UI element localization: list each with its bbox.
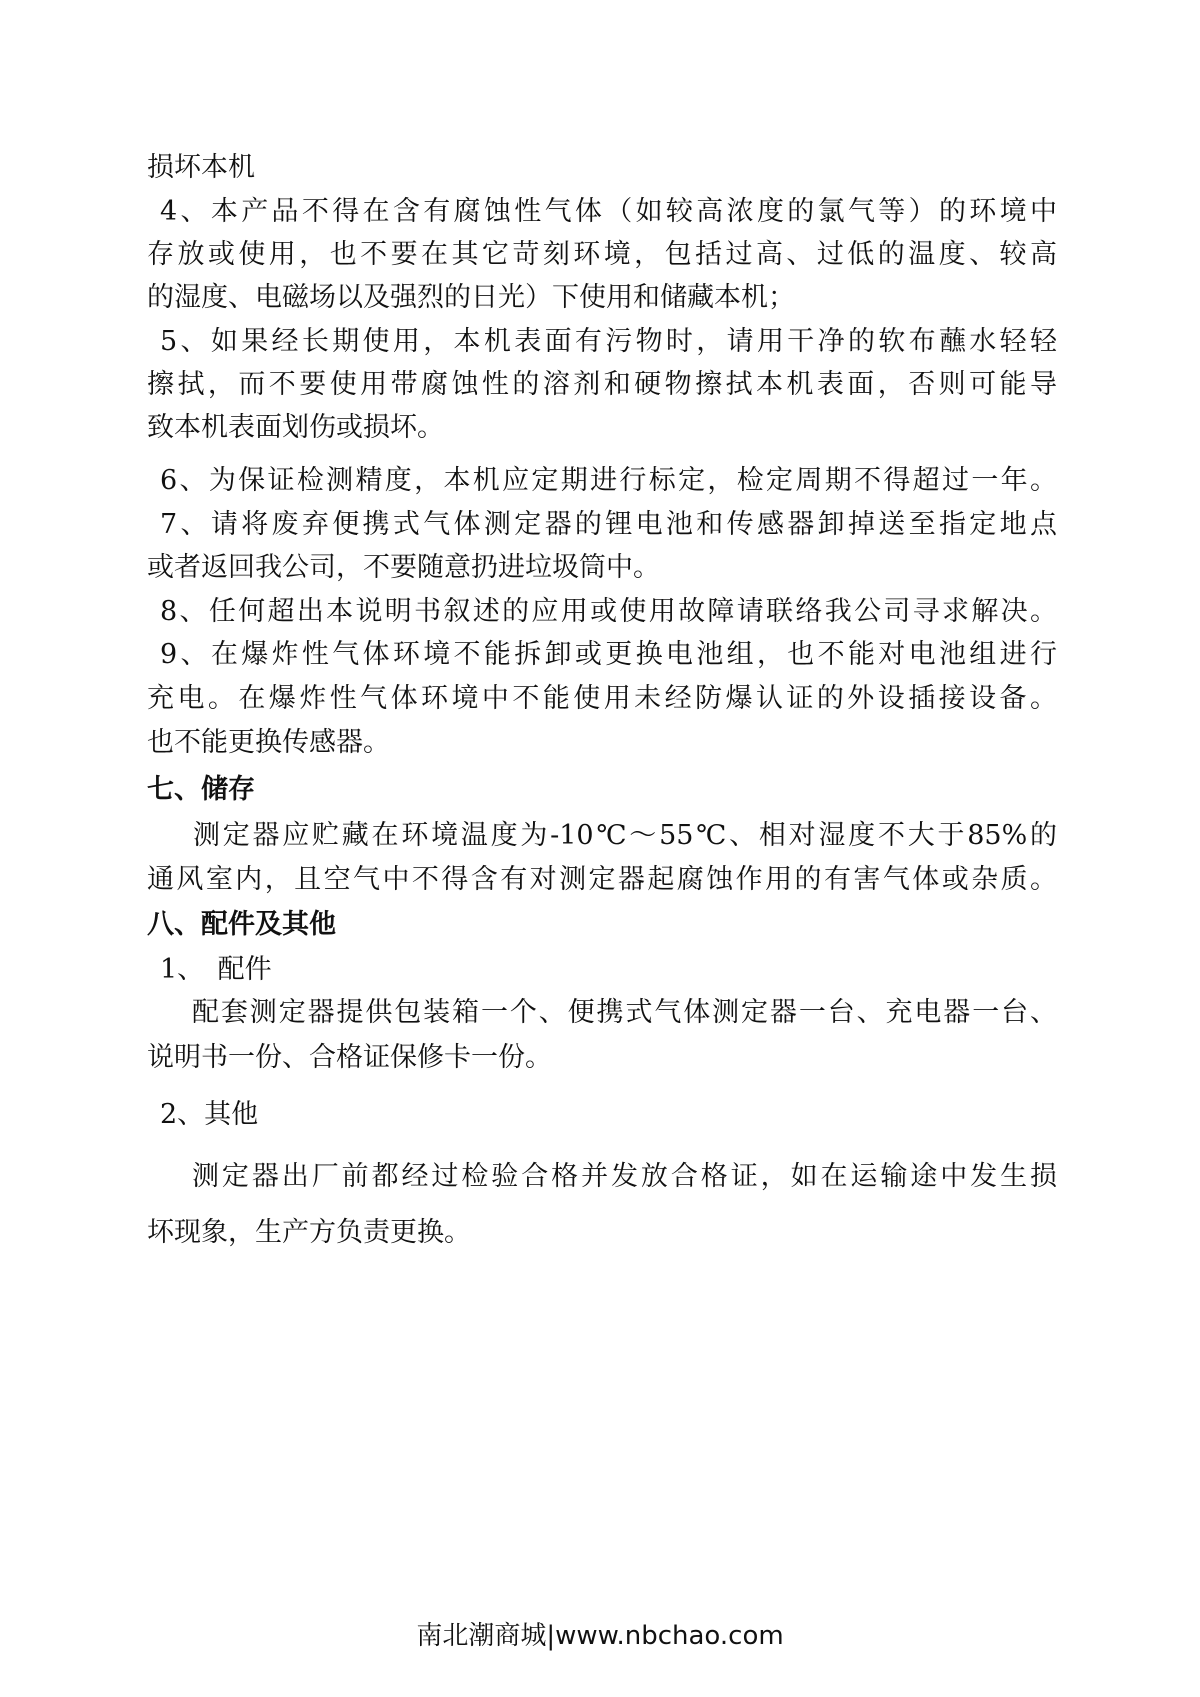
- text-line: 存放或使用，也不要在其它苛刻环境，包括过高、过低的温度、较高: [147, 239, 1057, 270]
- text-line: 致本机表面划伤或损坏。: [147, 412, 444, 443]
- list-item-9: 9、在爆炸性气体环境不能拆卸或更换电池组，也不能对电池组进行: [160, 639, 1057, 670]
- subheading-accessories: 1、 配件: [160, 954, 272, 985]
- subheading-other: 2、其他: [160, 1099, 259, 1130]
- text-line: 充电。在爆炸性气体环境中不能使用未经防爆认证的外设插接设备。: [147, 683, 1057, 714]
- list-item-6: 6、为保证检测精度，本机应定期进行标定，检定周期不得超过一年。: [160, 465, 1057, 496]
- accessories-paragraph-line: 说明书一份、合格证保修卡一份。: [147, 1042, 552, 1073]
- section-heading-accessories: 八、配件及其他: [147, 909, 336, 940]
- text-line: 或者返回我公司，不要随意扔进垃圾筒中。: [147, 552, 660, 583]
- text-line: 的湿度、电磁场以及强烈的日光）下使用和储藏本机；: [147, 282, 795, 313]
- list-item-8: 8、任何超出本说明书叙述的应用或使用故障请联络我公司寻求解决。: [160, 596, 1057, 627]
- accessories-paragraph-line: 配套测定器提供包装箱一个、便携式气体测定器一台、充电器一台、: [192, 997, 1057, 1028]
- footer-watermark: 南北潮商城|www.nbchao.com: [416, 1621, 784, 1651]
- storage-paragraph-line: 测定器应贮藏在环境温度为-10℃～55℃、相对湿度不大于85%的: [193, 820, 1057, 851]
- text-line: 擦拭，而不要使用带腐蚀性的溶剂和硬物擦拭本机表面，否则可能导: [147, 369, 1057, 400]
- list-item-5: 5、如果经长期使用，本机表面有污物时，请用干净的软布蘸水轻轻: [160, 326, 1057, 357]
- list-item-7: 7、请将废弃便携式气体测定器的锂电池和传感器卸掉送至指定地点: [160, 509, 1057, 540]
- storage-paragraph-line: 通风室内，且空气中不得含有对测定器起腐蚀作用的有害气体或杂质。: [147, 864, 1057, 895]
- section-heading-storage: 七、储存: [147, 774, 255, 805]
- list-item-4: 4、本产品不得在含有腐蚀性气体（如较高浓度的氯气等）的环境中: [160, 196, 1057, 227]
- other-paragraph-line: 测定器出厂前都经过检验合格并发放合格证，如在运输途中发生损: [192, 1161, 1057, 1192]
- text-line: 损坏本机: [147, 152, 255, 183]
- other-paragraph-line: 坏现象，生产方负责更换。: [147, 1217, 471, 1248]
- text-line: 也不能更换传感器。: [147, 727, 390, 758]
